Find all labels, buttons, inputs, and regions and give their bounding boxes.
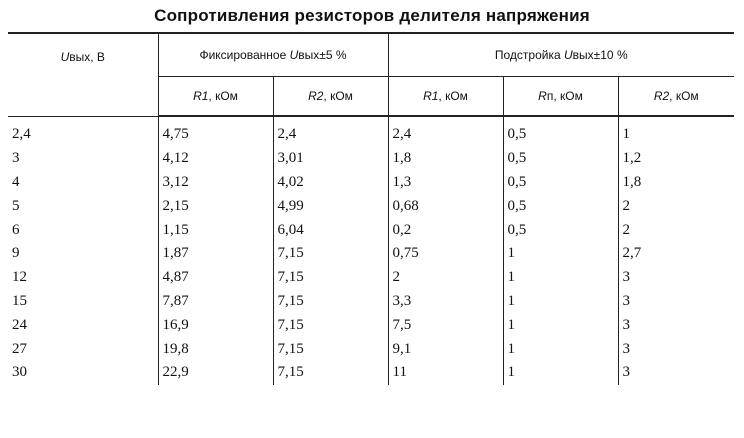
cell-tune-r2: 3	[618, 337, 734, 361]
table-title: Сопротивления резисторов делителя напряжения	[154, 6, 590, 25]
cell-tune-rp: 1	[503, 313, 618, 337]
cell-uout: 3	[8, 147, 158, 171]
cell-fixed-r2: 7,15	[273, 290, 388, 314]
table-row	[8, 147, 734, 171]
header-tune-rp: Rп, кОм	[503, 77, 618, 117]
cell-tune-r1: 0,75	[388, 242, 503, 266]
cell-fixed-r2: 7,15	[273, 337, 388, 361]
cell-fixed-r2: 2,4	[273, 116, 388, 147]
cell-tune-rp: 0,5	[503, 116, 618, 147]
cell-fixed-r1: 4,12	[158, 147, 273, 171]
cell-fixed-r2: 7,15	[273, 242, 388, 266]
cell-tune-rp: 0,5	[503, 171, 618, 195]
cell-fixed-r2: 6,04	[273, 218, 388, 242]
cell-uout: 15	[8, 290, 158, 314]
cell-tune-rp: 1	[503, 290, 618, 314]
cell-fixed-r1: 1,87	[158, 242, 273, 266]
header-fixed-r1: R1, кОм	[158, 77, 273, 117]
cell-tune-rp: 0,5	[503, 147, 618, 171]
cell-tune-r2: 3	[618, 290, 734, 314]
cell-fixed-r2: 7,15	[273, 361, 388, 385]
cell-fixed-r1: 1,15	[158, 218, 273, 242]
cell-fixed-r1: 7,87	[158, 290, 273, 314]
cell-fixed-r1: 2,15	[158, 194, 273, 218]
cell-tune-r2: 2	[618, 194, 734, 218]
table-row	[8, 242, 734, 266]
cell-fixed-r1: 19,8	[158, 337, 273, 361]
header-fixed-group: Фиксированное Uвых±5 %	[158, 33, 388, 77]
cell-fixed-r2: 4,02	[273, 171, 388, 195]
cell-tune-rp: 1	[503, 266, 618, 290]
cell-tune-rp: 1	[503, 242, 618, 266]
table-row	[8, 266, 734, 290]
cell-tune-r1: 9,1	[388, 337, 503, 361]
cell-fixed-r1: 22,9	[158, 361, 273, 385]
cell-uout: 4	[8, 171, 158, 195]
cell-fixed-r1: 16,9	[158, 313, 273, 337]
cell-fixed-r2: 7,15	[273, 266, 388, 290]
table-row	[8, 337, 734, 361]
table-row	[8, 313, 734, 337]
cell-uout: 9	[8, 242, 158, 266]
table-row	[8, 171, 734, 195]
cell-fixed-r1: 4,87	[158, 266, 273, 290]
cell-uout: 6	[8, 218, 158, 242]
cell-tune-r1: 1,3	[388, 171, 503, 195]
cell-tune-r2: 3	[618, 313, 734, 337]
cell-tune-r2: 2,7	[618, 242, 734, 266]
cell-uout: 24	[8, 313, 158, 337]
cell-tune-rp: 1	[503, 337, 618, 361]
cell-tune-r1: 0,68	[388, 194, 503, 218]
header-fixed-r2: R2, кОм	[273, 77, 388, 117]
cell-tune-rp: 0,5	[503, 218, 618, 242]
table-row	[8, 218, 734, 242]
table-row	[8, 290, 734, 314]
cell-tune-r1: 3,3	[388, 290, 503, 314]
cell-tune-r2: 2	[618, 218, 734, 242]
cell-tune-r2: 1	[618, 116, 734, 147]
cell-fixed-r2: 7,15	[273, 313, 388, 337]
cell-tune-r2: 1,2	[618, 147, 734, 171]
header-tune-r2: R2, кОм	[618, 77, 734, 117]
cell-tune-r2: 1,8	[618, 171, 734, 195]
cell-tune-rp: 1	[503, 361, 618, 385]
cell-fixed-r1: 3,12	[158, 171, 273, 195]
cell-uout: 5	[8, 194, 158, 218]
cell-tune-r2: 3	[618, 266, 734, 290]
resistor-table	[8, 32, 734, 385]
header-tune-r1: R1, кОм	[388, 77, 503, 117]
table-row	[8, 361, 734, 385]
cell-fixed-r1: 4,75	[158, 116, 273, 147]
cell-tune-r1: 0,2	[388, 218, 503, 242]
cell-fixed-r2: 4,99	[273, 194, 388, 218]
table-row	[8, 194, 734, 218]
table-row	[8, 116, 734, 147]
header-uout: Uвых, В	[8, 33, 158, 116]
cell-tune-r1: 1,8	[388, 147, 503, 171]
cell-tune-r1: 2,4	[388, 116, 503, 147]
cell-uout: 2,4	[8, 116, 158, 147]
cell-tune-r2: 3	[618, 361, 734, 385]
cell-uout: 30	[8, 361, 158, 385]
header-tune-group: Подстройка Uвых±10 %	[388, 33, 734, 77]
cell-tune-rp: 0,5	[503, 194, 618, 218]
cell-fixed-r2: 3,01	[273, 147, 388, 171]
cell-tune-r1: 7,5	[388, 313, 503, 337]
table-body	[8, 116, 734, 385]
cell-tune-r1: 11	[388, 361, 503, 385]
cell-tune-r1: 2	[388, 266, 503, 290]
cell-uout: 27	[8, 337, 158, 361]
cell-uout: 12	[8, 266, 158, 290]
